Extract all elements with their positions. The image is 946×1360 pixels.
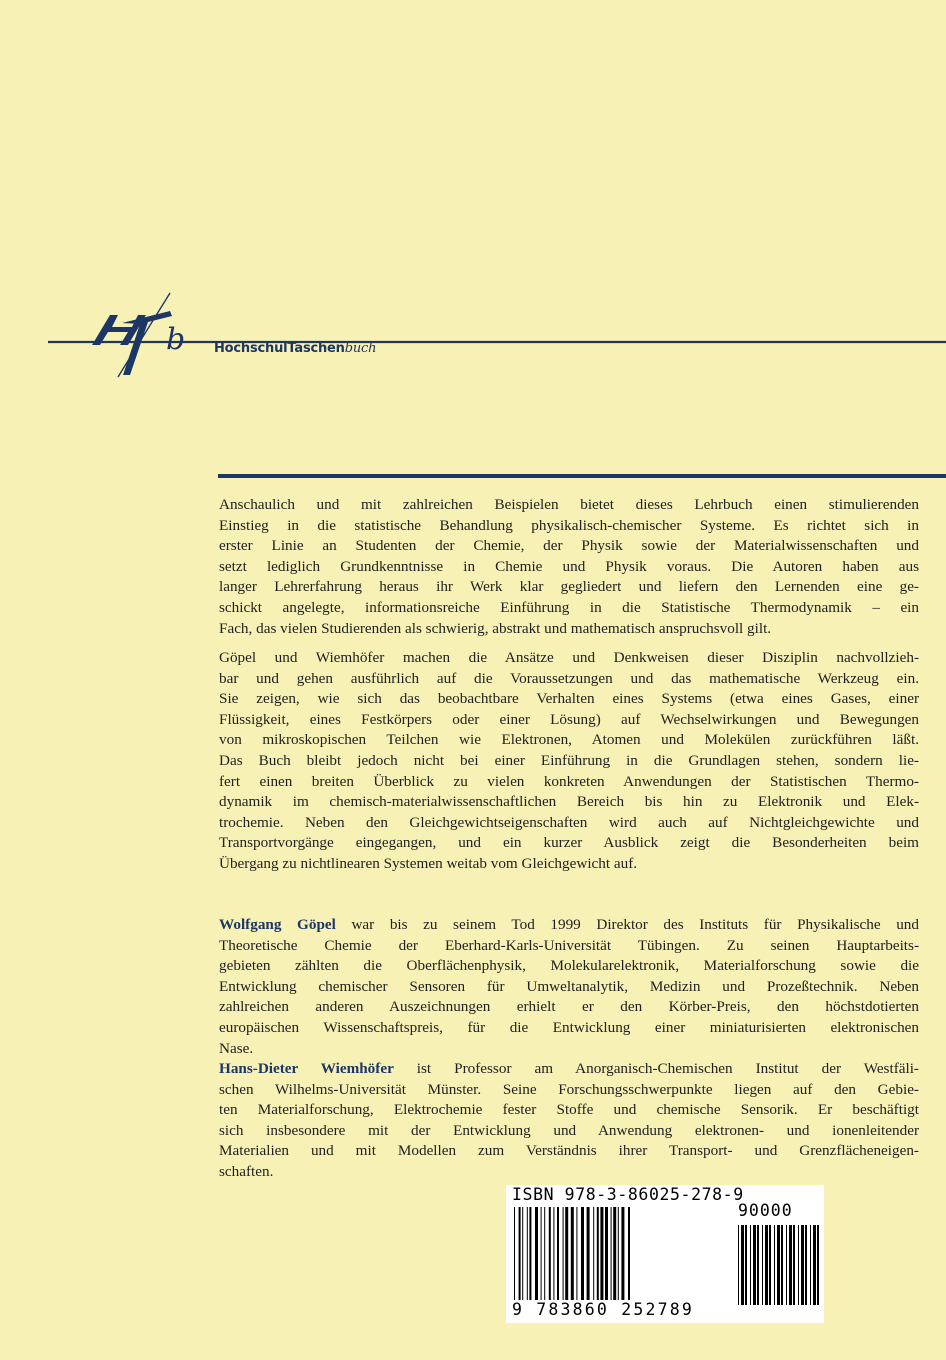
addon-bar: [813, 1225, 816, 1305]
text-line: Göpel und Wiemhöfer machen die Ansätze und Denkweisen dieser Disziplin nachvollzieh-: [219, 649, 919, 666]
text-line: trochemie. Neben den Gleichgewichtseigenschaften wird auch auf Nichtgleichgewichte und: [219, 813, 919, 831]
description-paragraph-1: [219, 495, 919, 639]
text-line: Sie zeigen, wie sich das beobachtbare Verhalten eines Systems (etwa eines Gases, einer: [219, 690, 919, 708]
barcode-bar: [571, 1207, 574, 1307]
bio-wiemhoefer-body: [219, 1080, 919, 1183]
bio-wiemhoefer-first-line: [219, 1059, 919, 1080]
addon-bar: [769, 1225, 771, 1305]
author-name-wiemhoefer: Hans-Dieter Wiemhöfer: [219, 1060, 394, 1077]
description-paragraph-2: [219, 648, 919, 875]
addon-bar: [789, 1225, 792, 1305]
text-line: Anschaulich und mit zahlreichen Beispielen bietet dieses Lehrbuch einen stimulierenden: [219, 496, 919, 513]
text-line: schickt angelegte, informationsreiche Einführung in die Statistische Thermodynamik – ein: [219, 598, 919, 616]
isbn-text: ISBN 978-3-86025-278-9: [512, 1185, 744, 1204]
series-label: [214, 341, 376, 356]
addon-bar: [765, 1225, 768, 1305]
text-line: Materialien und mit Modellen zum Verständnis ihrer Transport- und Grenzflächeneigen-: [219, 1142, 919, 1160]
text-line: Flüssigkeit, eines Festkörpers oder einer Lösung) auf Wechselwirkungen und Bewegungen: [219, 710, 919, 728]
addon-bar: [762, 1225, 763, 1305]
barcode-digits: 9 783860 252789: [512, 1300, 695, 1319]
divider-rule: [218, 474, 946, 478]
barcode-bar: [535, 1207, 538, 1307]
text-line: zahlreichen anderen Auszeichnungen erhielt er den Körber-Preis, den höchstdotierten: [219, 998, 919, 1016]
series-label-main: HochschulTaschen: [214, 341, 345, 356]
barcode-bar: [522, 1207, 523, 1307]
text-line: setzt lediglich Grundkenntnisse in Chemie und Physik voraus. Die Autoren haben aus: [219, 557, 919, 575]
addon-bar: [774, 1225, 775, 1305]
addon-bar: [745, 1225, 747, 1305]
htb-logo-icon: [0, 285, 946, 385]
barcode-bar: [597, 1207, 599, 1307]
barcode-bar: [593, 1207, 594, 1307]
text-line: Übergang zu nichtlinearen Systemen weitab vom Gleichgewicht auf.: [219, 854, 638, 872]
barcode-bar: [613, 1207, 616, 1307]
barcode-bar: [576, 1207, 577, 1307]
bio-goepel-first-text: war bis zu seinem Tod 1999 Direktor des Instituts für Physikalische und: [335, 916, 919, 933]
logo-b-letter: b: [166, 322, 186, 357]
addon-bar: [805, 1225, 807, 1305]
bio-goepel-first-line: [219, 915, 919, 936]
addon-bar: [817, 1225, 819, 1305]
bio-wiemhoefer-first-text: ist Professor am Anorganisch-Chemischen Institut der Westfäli-: [393, 1060, 919, 1077]
addon-bar: [738, 1225, 739, 1305]
barcode-bar: [605, 1207, 608, 1307]
price-code: 90000: [738, 1201, 793, 1220]
addon-bar: [777, 1225, 780, 1305]
text-line: ten Materialforschung, Elektrochemie fester Stoffe und chemische Sensorik. Er beschäftigt: [219, 1101, 919, 1119]
text-line: gebieten zählten die Oberflächenphysik, Molekularelektronik, Materialforschung sowie die: [219, 957, 919, 975]
text-line: Transportvorgänge eingegangen, und ein kurzer Ausblick zeigt die Besonderheiten beim: [219, 834, 919, 852]
text-line: erster Linie an Studenten der Chemie, der Physik sowie der Materialwissenschaften und: [219, 537, 919, 555]
barcode-bar: [587, 1207, 590, 1307]
barcode-bar: [527, 1207, 528, 1307]
addon-bar: [786, 1225, 787, 1305]
barcode-bar: [541, 1207, 542, 1307]
addon-bar: [793, 1225, 795, 1305]
barcode-bar: [618, 1207, 619, 1307]
addon-bar: [781, 1225, 783, 1305]
barcode-bar: [563, 1207, 564, 1307]
text-line: Entwicklung chemischer Sensoren für Umweltanalytik, Medizin und Prozeßtechnik. Neben: [219, 977, 919, 995]
text-line: Einstieg in die statistische Behandlung physikalisch-chemischer Systeme. Es richtet sich in: [219, 516, 919, 534]
barcode-bar: [529, 1207, 531, 1307]
barcode-bar: [565, 1207, 568, 1307]
barcode-bar: [544, 1207, 545, 1307]
text-line: europäischen Wissenschaftspreis, für die Entwicklung einer miniaturisierten elektronischen: [219, 1018, 919, 1036]
barcode-bar: [553, 1207, 554, 1307]
series-logo: [0, 285, 946, 385]
bio-goepel-body: [219, 936, 919, 1060]
addon-bar: [801, 1225, 804, 1305]
author-name-goepel: Wolfgang Göpel: [219, 916, 336, 933]
isbn-barcode: [506, 1185, 824, 1323]
barcode-bar: [549, 1207, 551, 1307]
text-line: Nase.: [219, 1039, 254, 1057]
text-line: bar und gehen ausführlich auf die Voraussetzungen und das mathematische Werkzeug ein.: [219, 669, 919, 687]
author-bio-goepel: [219, 915, 919, 1059]
barcode-bar: [621, 1207, 624, 1307]
addon-bar: [750, 1225, 751, 1305]
text-line: schaften.: [219, 1162, 274, 1180]
addon-bar: [757, 1225, 759, 1305]
text-line: dynamik im chemisch-materialwissenschaftlichen Bereich bis hin zu Elektronik und Elek-: [219, 793, 919, 811]
addon-bar: [753, 1225, 756, 1305]
addon-bar: [810, 1225, 811, 1305]
barcode-bar: [600, 1207, 603, 1307]
barcode-bar: [557, 1207, 559, 1307]
text-line: sich insbesondere mit der Entwicklung und Anwendung elektronen- und ionenleitender: [219, 1121, 919, 1139]
text-line: von mikroskopischen Teilchen wie Elektronen, Atomen und Molekülen zurückführen läßt.: [219, 731, 919, 749]
addon-bar: [741, 1225, 744, 1305]
barcode-bar: [581, 1207, 584, 1307]
text-line: langer Lehrerfahrung heraus ihr Werk klar gegliedert und liefern den Lernenden eine ge-: [219, 578, 919, 596]
barcode-bar: [611, 1207, 612, 1307]
text-line: Das Buch bleibt jedoch nicht bei einer Einführung in die Grundlagen stehen, sondern lie-: [219, 751, 919, 769]
addon-bar: [798, 1225, 799, 1305]
text-line: schen Wilhelms-Universität Münster. Seine Forschungsschwerpunkte liegen auf den Gebie-: [219, 1080, 919, 1098]
text-line: Fach, das vielen Studierenden als schwierig, abstrakt und mathematisch anspruchsvoll gilt.: [219, 619, 772, 637]
author-bio-wiemhoefer: [219, 1059, 919, 1183]
series-label-italic: buch: [344, 341, 377, 356]
text-line: Theoretische Chemie der Eberhard-Karls-Universität Tübingen. Zu seinen Hauptarbeits-: [219, 936, 919, 954]
text-line: fert einen breiten Überblick zu vielen konkreten Anwendungen der Statistischen Thermo-: [219, 772, 919, 790]
